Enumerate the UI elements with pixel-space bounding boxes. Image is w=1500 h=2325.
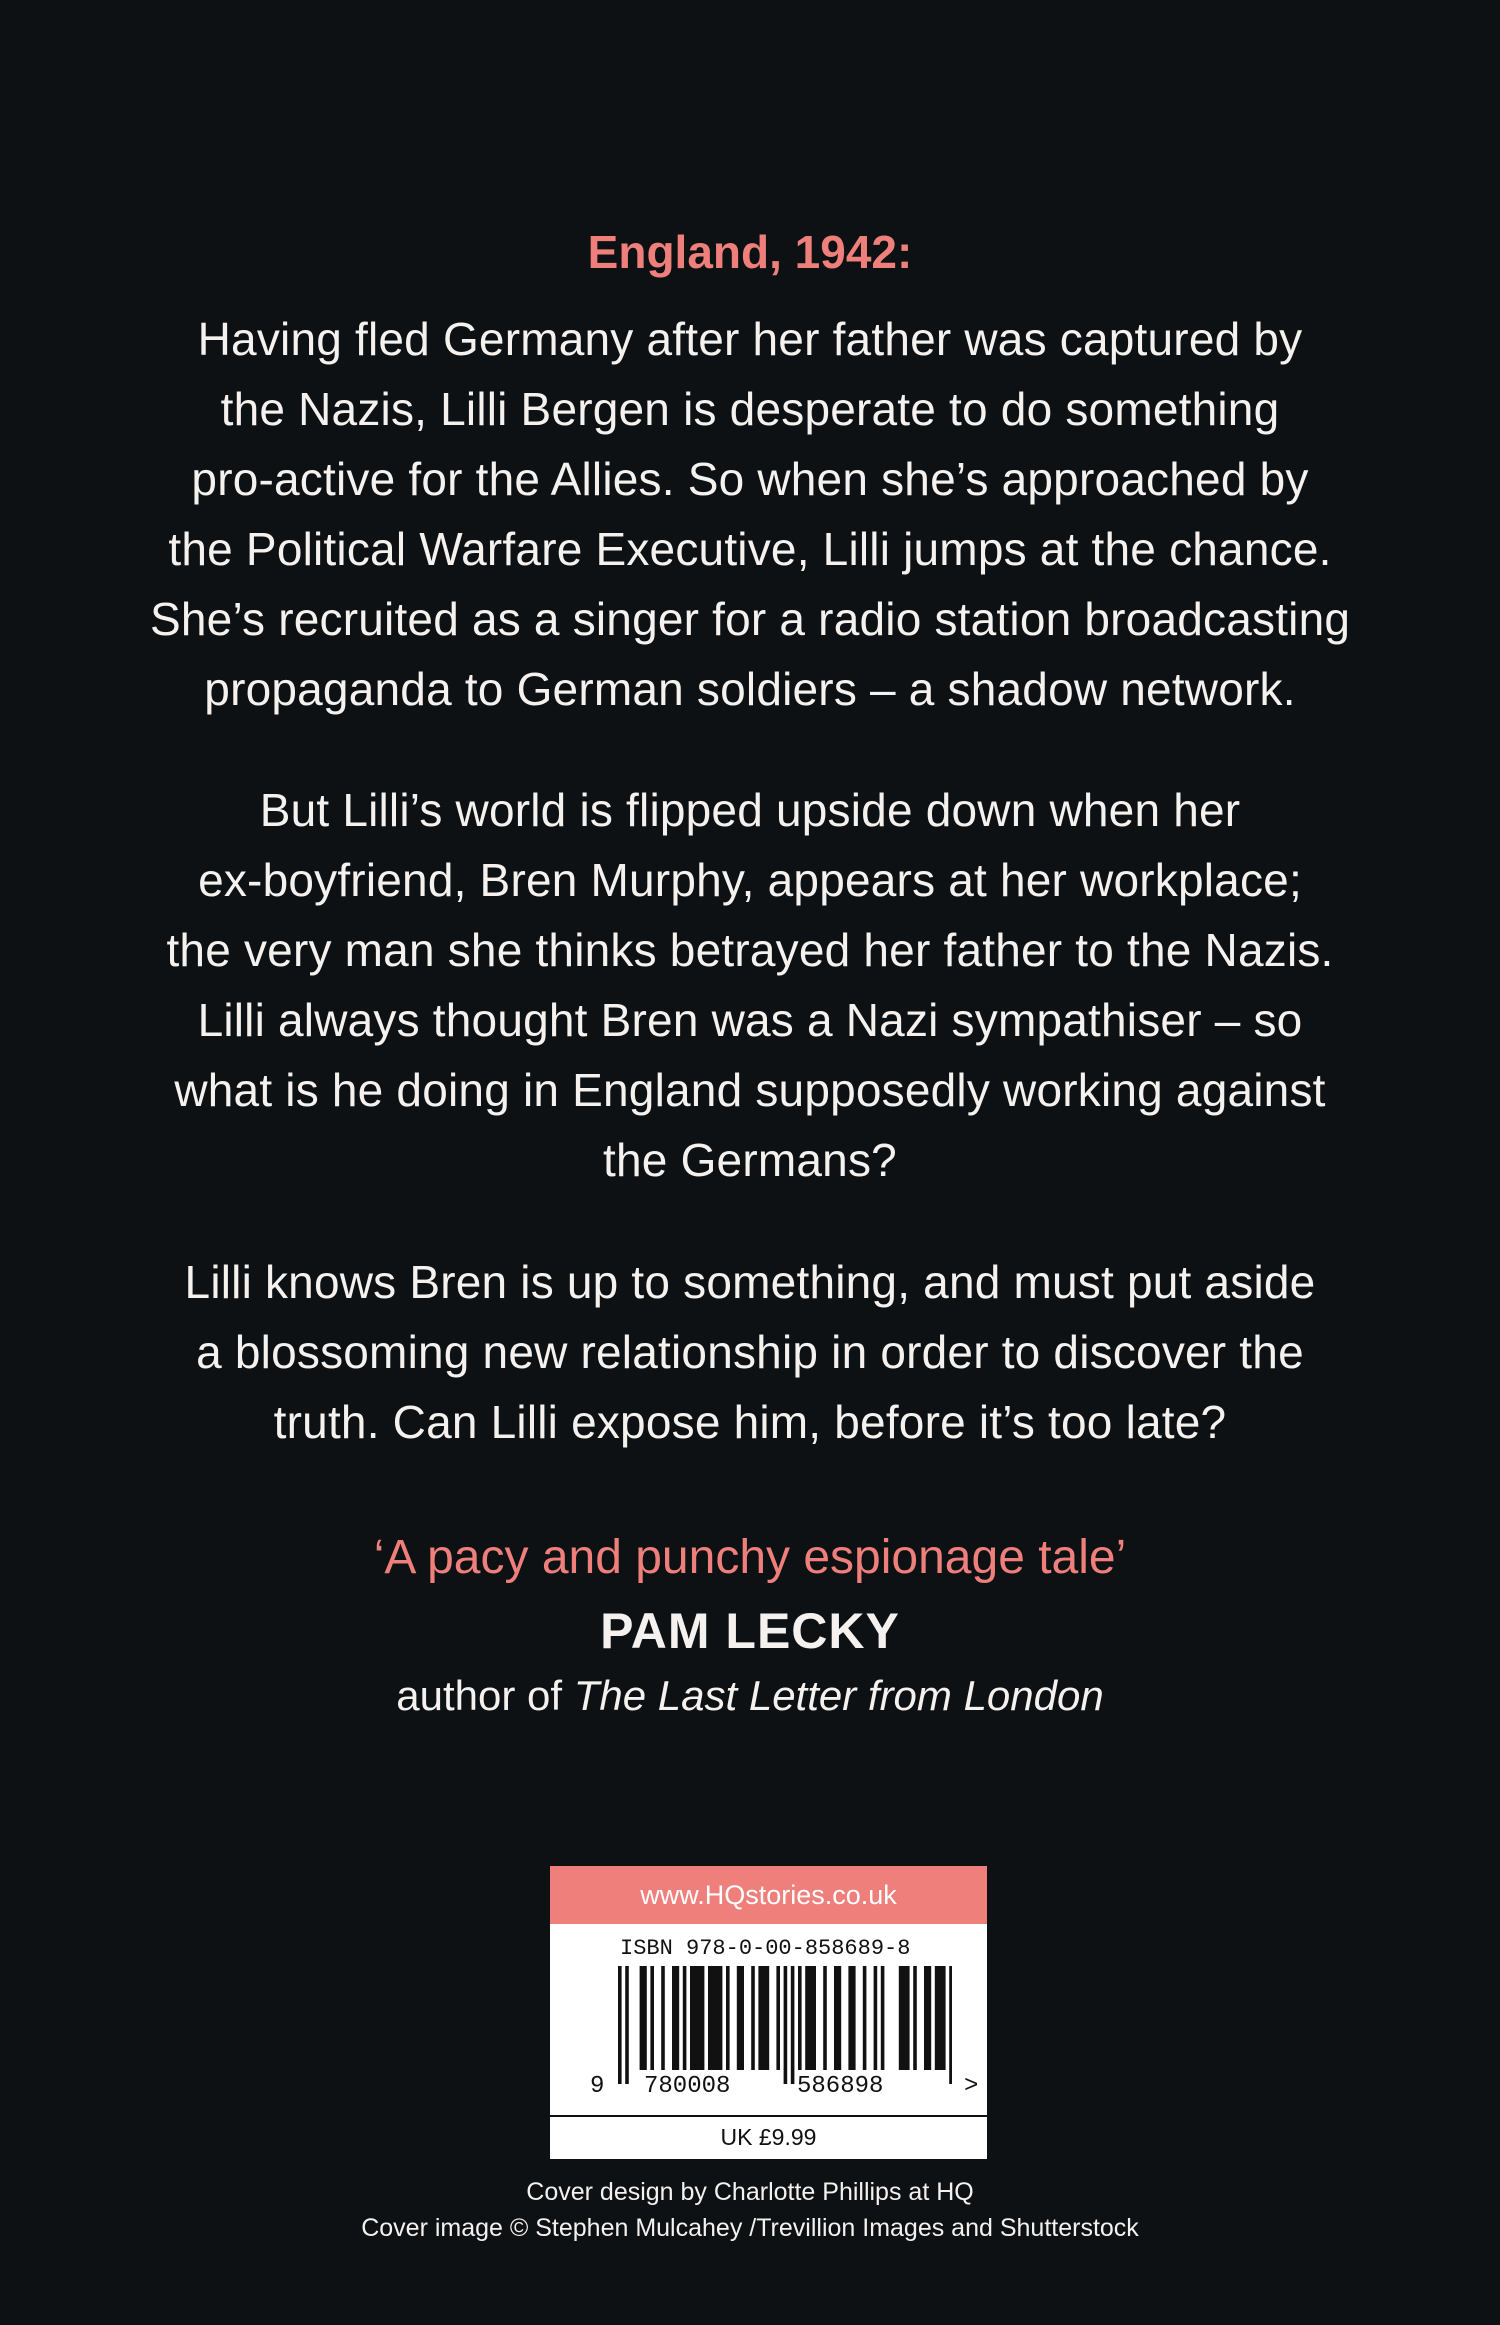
barcode-bar (935, 1966, 946, 2070)
ean-arrow: > (964, 2073, 979, 2100)
ean-right-group: 586898 (797, 2073, 884, 2100)
barcode-bar (690, 1966, 704, 2070)
barcode-bar (805, 1966, 816, 2070)
blurb-line: But Lilli’s world is flipped upside down when her (259, 784, 1241, 836)
barcode-bar (618, 1966, 622, 2084)
barcode-bar (791, 1966, 795, 2084)
book-title: The Last Letter from London (573, 1672, 1104, 1719)
barcode-bar (640, 1966, 647, 2070)
ean-left-group: 780008 (644, 2073, 731, 2100)
barcode-bars (612, 1966, 952, 2086)
blurb-line: the Nazis, Lilli Bergen is desperate to do something (220, 383, 1280, 435)
barcode-bar (625, 1966, 629, 2084)
barcode-bar (672, 1966, 679, 2070)
barcode-bar (751, 1966, 755, 2070)
design-credit: Cover design by Charlotte Phillips at HQ (526, 2178, 974, 2206)
isbn-number: ISBN 978-0-00-858689-8 (620, 1936, 911, 1961)
barcode-bar (881, 1966, 885, 2070)
blurb-line: the Germans? (603, 1134, 897, 1186)
barcode-bar (899, 1966, 910, 2070)
barcode-bar (848, 1966, 855, 2070)
barcode-bar (650, 1966, 654, 2070)
blurb-line: pro-active for the Allies. So when she’s approached by (191, 453, 1309, 505)
barcode-bar (798, 1966, 802, 2070)
barcode-bar (784, 1966, 788, 2084)
image-credit: Cover image © Stephen Mulcahey /Trevillion Images and Shutterstock (361, 2214, 1139, 2242)
barcode-bar (708, 1966, 722, 2070)
blurb-paragraph-2 (150, 775, 1350, 1195)
price-label: UK £9.99 (720, 2124, 817, 2150)
barcode-bar (863, 1966, 867, 2070)
barcode-bar (924, 1966, 931, 2070)
barcode-bar (661, 1966, 665, 2070)
blurb-heading: England, 1942: (587, 226, 913, 278)
blurb-line: the very man she thinks betrayed her father to the Nazis. (166, 924, 1334, 976)
barcode-bar (776, 1966, 780, 2070)
endorsement-author: PAM LECKY (600, 1603, 900, 1659)
blurb-paragraph-1 (150, 304, 1350, 724)
barcode-bar (683, 1966, 687, 2070)
blurb-line: the Political Warfare Executive, Lilli jumps at the chance. (168, 523, 1332, 575)
barcode-bar (913, 1966, 917, 2070)
blurb-paragraph-3 (150, 1247, 1350, 1457)
blurb-line: propaganda to German soldiers – a shadow network. (204, 663, 1296, 715)
publisher-url: www.HQstories.co.uk (550, 1866, 987, 1924)
barcode-bar (949, 1966, 952, 2084)
barcode-bar (737, 1966, 744, 2070)
barcode-bar (758, 1966, 769, 2070)
endorsement-author-credit (0, 1663, 1500, 1729)
blurb-line: Lilli knows Bren is up to something, and must put aside (184, 1256, 1316, 1308)
blurb-line: Lilli always thought Bren was a Nazi sympathiser – so (197, 994, 1303, 1046)
blurb-line: what is he doing in England supposedly working against (174, 1064, 1326, 1116)
barcode-panel (550, 1866, 987, 2159)
cover-credits (0, 2174, 1500, 2246)
price-divider (550, 2115, 987, 2117)
barcode-bar (874, 1966, 878, 2070)
ean-digits (590, 2073, 979, 2113)
blurb-line: She’s recruited as a singer for a radio station broadcasting (150, 593, 1351, 645)
author-of-prefix: author of (396, 1672, 574, 1719)
barcode-bar (834, 1966, 841, 2070)
blurb-line: a blossoming new relationship in order to discover the (196, 1326, 1304, 1378)
blurb-line: truth. Can Lilli expose him, before it’s too late? (273, 1396, 1227, 1448)
barcode-bar (823, 1966, 827, 2070)
ean-first-digit: 9 (590, 2073, 605, 2100)
blurb-line: Having fled Germany after her father was captured by (197, 313, 1303, 365)
endorsement-quote: ‘A pacy and punchy espionage tale’ (373, 1531, 1127, 1584)
barcode-bar (726, 1966, 730, 2070)
blurb-line: ex-boyfriend, Bren Murphy, appears at her workplace; (198, 854, 1302, 906)
